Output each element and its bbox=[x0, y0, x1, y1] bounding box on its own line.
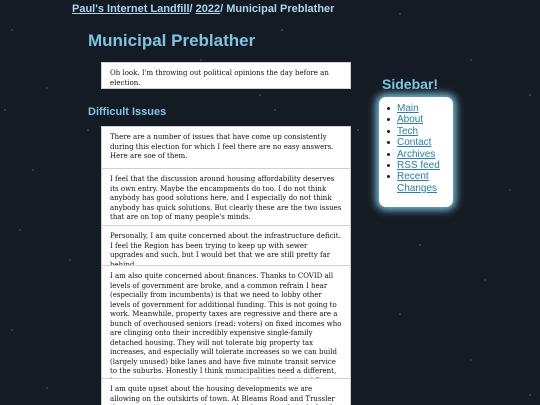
sidebar-item-rss bbox=[397, 160, 447, 171]
sidebar-nav bbox=[379, 97, 453, 207]
sidebar-link-archives[interactable]: Archives bbox=[397, 148, 436, 160]
content-paragraph bbox=[101, 265, 351, 382]
sidebar-link-recent-changes[interactable]: Recent Changes bbox=[397, 171, 438, 194]
sidebar-link-tech[interactable]: Tech bbox=[397, 125, 419, 137]
intro-paragraph bbox=[101, 62, 351, 89]
sidebar-link-main[interactable]: Main bbox=[397, 103, 419, 114]
paragraph-text: I am also quite concerned about finances. Thanks to COVID all levels of government are broke, and a common refrain I hear (especially from incumbents) is that we need to lobby other levels of government for additional funding. This is not going to work. Meanwhile, property taxes are regressive and there are a bunch of overhoused seniors (read: voters) on fixed incomes who are clinging onto their incredibly expensive single-family detached housing. They will not tolerate big property tax increases, and especially will tolerate increases so we can build (largely unused) bike lanes and have five minute transit service to the suburbs. Honestly I think municipalities need a different, bbox=[110, 272, 342, 375]
sidebar-item-recent-changes bbox=[397, 171, 447, 194]
paragraph-text: Personally, I am quite concerned about the infrastructure deficit. I feel the Region has been trying to keep up with sewer upgrades and such, but I would bet that we are still pretty far bbox=[110, 232, 341, 259]
bullet-icon bbox=[387, 118, 390, 121]
breadcrumb-separator: / bbox=[189, 3, 196, 15]
sidebar-item-main bbox=[397, 103, 447, 114]
sidebar-link-contact[interactable]: Contact bbox=[397, 137, 432, 149]
bullet-icon bbox=[387, 130, 390, 133]
sidebar-item-archives bbox=[397, 149, 447, 160]
bullet-icon bbox=[387, 153, 390, 156]
sidebar-item-contact bbox=[397, 137, 447, 148]
content-paragraph bbox=[101, 225, 351, 269]
page-title: Municipal Preblather bbox=[88, 31, 256, 50]
breadcrumb bbox=[72, 3, 334, 15]
sidebar-item-tech bbox=[397, 126, 447, 137]
bullet-icon bbox=[387, 164, 390, 167]
paragraph-text: There are a number of issues that have come up consistently during this election for which I feel there are no easy answers. Here are soe of them. bbox=[110, 133, 334, 160]
sidebar-link-list bbox=[385, 103, 447, 194]
section-heading: Difficult Issues bbox=[88, 106, 167, 118]
breadcrumb-separator: / bbox=[220, 3, 227, 15]
sidebar-link-rss-feed[interactable]: RSS feed bbox=[397, 160, 440, 172]
bullet-icon bbox=[387, 141, 390, 144]
sidebar-link-about[interactable]: About bbox=[397, 114, 424, 126]
bullet-icon bbox=[387, 175, 390, 178]
content-paragraph bbox=[101, 126, 351, 170]
paragraph-text: I feel that the discussion around housing affordability deserves its own entry. Maybe the encampments do too. I do not think anybody has good solutions here, and I especially do not think anybody has quick solutions. But clearly these are the two issues that are on top of many people's minds. bbox=[110, 175, 342, 221]
bullet-icon bbox=[387, 107, 390, 110]
breadcrumb-link-year[interactable]: 2022 bbox=[195, 3, 221, 15]
sidebar-item-about bbox=[397, 114, 447, 125]
content-paragraph bbox=[101, 378, 351, 405]
paragraph-text: I am quite upset about the housing developments we are allowing on the outskirts of town. At Bleams Road and Trussler bbox=[110, 385, 335, 403]
sidebar-heading: Sidebar! bbox=[382, 76, 439, 92]
breadcrumb-current: Municipal Preblather bbox=[226, 3, 335, 15]
paragraph-text: Oh look. I'm throwing out political opinions the day before an election. bbox=[110, 69, 329, 87]
breadcrumb-link-site[interactable]: Paul's Internet Landfill bbox=[72, 3, 190, 15]
content-paragraph bbox=[101, 168, 351, 228]
